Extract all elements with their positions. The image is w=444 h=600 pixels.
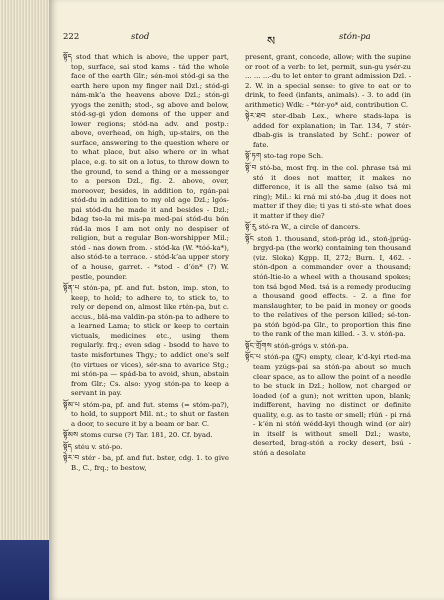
section-letter: ས bbox=[267, 34, 276, 48]
dictionary-entry bbox=[245, 163, 411, 221]
page-number: 222 bbox=[63, 32, 80, 42]
entry-text: stod that which is above, the upper part, top, surface, sai stod kams - tád the whole face of the earth Glr.; sén-moi stód-gi sa the earth here upon my finger nail Dzl.; stód-gi nám-mkʼa the heavens above Dzl.; stón-gi yyogs the zenith; stod-, sg above and below, stód-sg-gi ydon demons of the upper and lower regions; stód-na adv. and postp.: above, overhead, on high, up-stairs, on the surface, answering to the question where or to what place, but also where or in what place, e.g. to sit on a lotus, to throw down to the ground, to send a thing or a messenger to a person Dzl., fig. 2. above, over, moreover, besides, in addition to, rgán-pai stód-du in addition to my old age Dzl.; lgós-pai stód-du he made it and besides - Dzl.; bdag tso-la mi mis-pa med-pai stód-du bón rád-la mos I am not only no despiser of religion, but a regular Bon-worshipper Mil.; stód - nas down from. - stód-ka (W. *tóó-ka*), also stód-te a terrace. - stód-kʼaa upper story of a house, garret. - *stod - dʼón* (?) W. pestle, pounder. bbox=[71, 53, 229, 281]
tibetan-headword: སྟོང bbox=[245, 233, 255, 243]
tibetan-headword: སྟེར་ཐབ bbox=[245, 111, 266, 121]
dictionary-entry bbox=[63, 430, 229, 441]
dictionary-entry-continued bbox=[245, 52, 411, 110]
tibetan-headword: སྟོང་པ bbox=[245, 352, 261, 362]
dictionary-entry bbox=[245, 234, 411, 340]
entry-text: sto-tag rope Sch. bbox=[263, 152, 324, 161]
left-running-head: stod bbox=[131, 32, 150, 42]
entry-text: stón-pa, pf. and fut. bston, imp. ston, to keep, to hold; to adhere to, to stick to, to rely or depend on, almost like rtén-pa, but c. accus., blá-ma valdin-pa stón-pa to adhere to a learned Lama; to stick or keep to certain victuals, medicines etc., using them regularly. frq.; even sdag - bsodd to have to taste misfortunes Thgy.; to addict one's self (to virtues or vices), sér-sna to avarice Stg.; mi stón-pa — spád-ba to avoid, shun, abstain from Glr.; Cs. also: yyog stón-pa to keep a servant in pay. bbox=[71, 284, 229, 398]
entry-text: stó-ra W., a circle of dancers. bbox=[258, 223, 361, 232]
dictionary-entry bbox=[63, 400, 229, 430]
book-page-edges bbox=[0, 0, 49, 600]
dictionary-entry bbox=[63, 283, 229, 399]
tibetan-headword: སྟོ་བ bbox=[245, 163, 257, 173]
tibetan-headword: སྟོད bbox=[63, 441, 73, 451]
tibetan-headword: སྟོམ་པ bbox=[63, 399, 80, 409]
tibetan-headword: སྟོ་རུ bbox=[245, 222, 257, 232]
entry-text: stóń-pa (ཀྱུང) empty, clear, kʼd-kyi rted-ma team yzúgs-pai sa stóń-pa about so much clear space, as to allow the point of a needle to be stuck in Dzl.; hollow, not charged or loaded (of a gun); not written upon, blank; indifferent, having no distinct or definite quality, e.g. as to taste or smell; rlúń - pi rná - kʼén ni stóń wédd-kyi though wind (or air) in itself is without smell Dzl.; waste, deserted, brag-stóń a rocky desert, bsú - stóń a desolate bbox=[253, 353, 411, 457]
tibetan-headword: སྟོ་ཏག bbox=[245, 151, 262, 161]
dictionary-entry bbox=[245, 111, 411, 150]
dictionary-entry bbox=[63, 52, 229, 282]
dictionary-entry bbox=[245, 352, 411, 458]
entry-text: stó-ba, most frq. in the col. phrase tsá mi stó it does not matter, it makes no difference, it is all the same (also tsá mi ring); Mil.: ki rná mi stó-ba ,dug it does not matter if they die; ti yas ti stó-ste what does it matter if they die? bbox=[253, 164, 411, 220]
entry-text: stoms curse (?) Tar. 181, 20. Cf. byad. bbox=[80, 431, 213, 440]
page-header bbox=[49, 30, 444, 52]
entry-text: ster-dbab Lex., where stads-lapa is added for explanation; in Tar. 134, 7 stér-dbab-gis is translated by Schf.: power of fate. bbox=[253, 112, 411, 149]
dictionary-entry bbox=[245, 222, 411, 233]
right-running-head: stón-pa bbox=[339, 32, 371, 42]
dictionary-page bbox=[49, 0, 444, 600]
entry-text: stoń 1. thousand, stoń-prág id., stoń-jprúg-brgyd-pa (the work) containing ten thousand (viz. Sloka) Kgpp. II, 272; Burn. I, 462. - stón-dpon a commander over a thousand; stóń-ltie-lo a wheel with a thousand spokes; ton tsá bgod Med. tsá is a remedy producing a thousand good effects. - 2. a fine for manslaughter, to be paid in money or goods to the relatives of the person killed; sé-ton-pa stóń bgód-pa Glr., to proportion this fine to the rank of the man killed. - 3. v. stóń-pa. bbox=[253, 234, 411, 339]
tibetan-headword: སྟེར་བ bbox=[63, 453, 80, 463]
dictionary-entry bbox=[63, 453, 229, 473]
dictionary-entry bbox=[63, 442, 229, 453]
entry-text: stóń-grógs v. stóń-pa. bbox=[274, 341, 349, 350]
tibetan-headword: སྟོམས bbox=[63, 430, 79, 440]
dictionary-entry bbox=[245, 151, 411, 162]
tibetan-headword: སྟོད bbox=[63, 52, 73, 61]
right-column bbox=[245, 52, 411, 572]
left-column bbox=[63, 52, 229, 572]
tibetan-headword: སྟོང་གྲོགས bbox=[245, 340, 272, 350]
entry-text: stér - ba, pf. and fut. bster, cdg. 1. to give B., C., frq.; to bestow, bbox=[71, 454, 229, 472]
dictionary-entry bbox=[245, 341, 411, 352]
tibetan-headword: སྟོན་པ bbox=[63, 283, 80, 293]
entry-text: stéu v. stó-po. bbox=[74, 442, 123, 451]
entry-text: stóm-pa, pf. and fut. stems (= stóm-pa?), to hold, to support Mil. nt.; to shut or fasten a door, to secure it by a beam or bar. C. bbox=[71, 400, 229, 428]
entry-text: present, grant, concede, allow; with the supine or root of a verb: to let, permit, sun-gu ysér-zu ... ... ...-du to let enter to grant admission Dzl. - 2. W. in a special sense: to give to eat or to drink, to feed (infants, animals). - 3. to add (in arithmetic) Wdk: - *tér-yo* aid, contribution C. bbox=[245, 53, 411, 109]
